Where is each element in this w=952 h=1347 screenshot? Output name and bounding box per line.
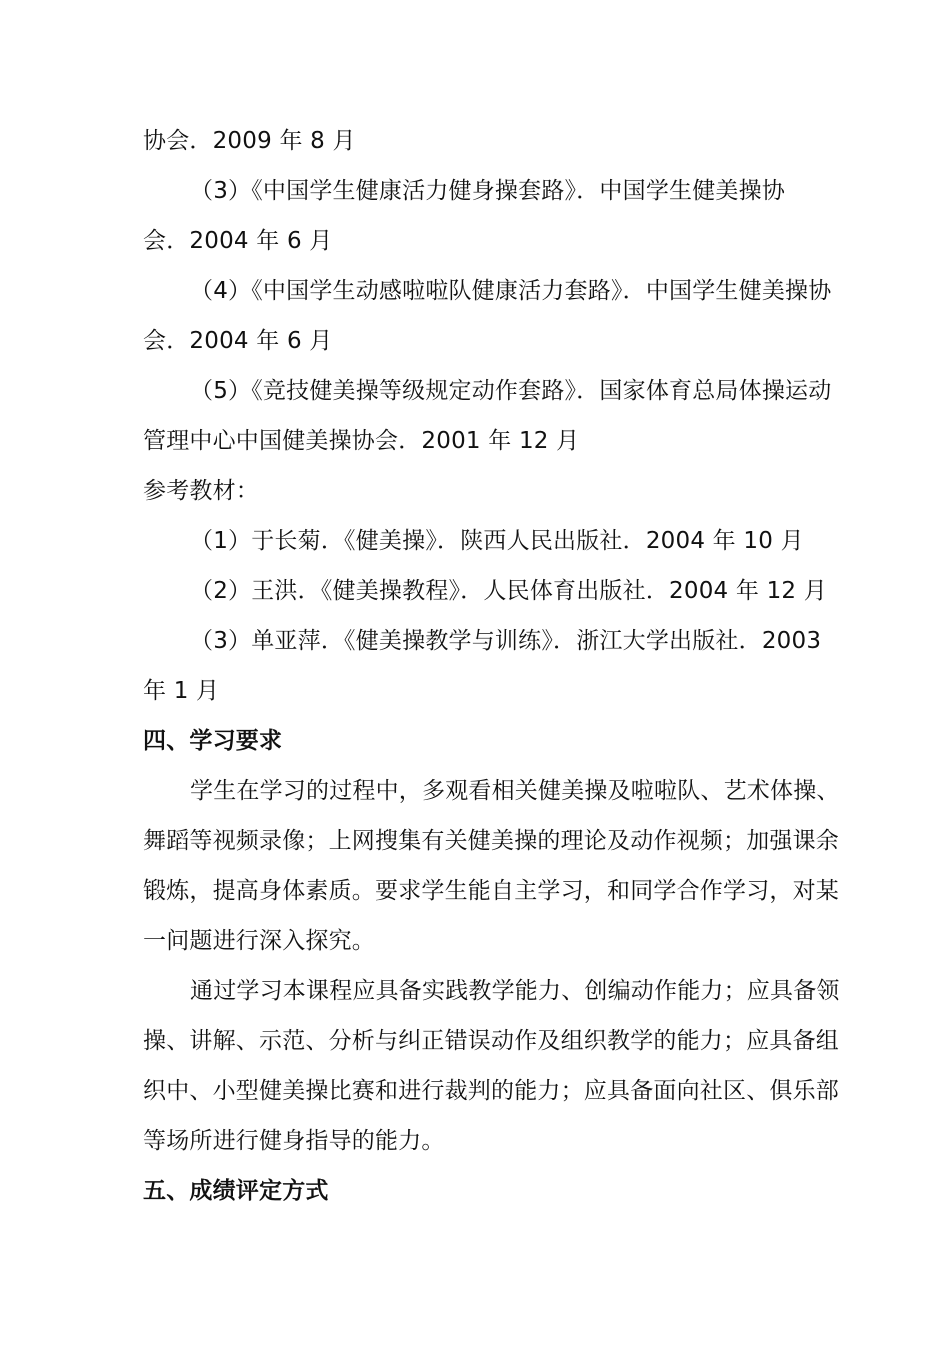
reference-4-line-2: 会．2004 年 6 月: [143, 328, 333, 354]
paragraph-1-line-3: 锻炼，提高身体素质。要求学生能自主学习，和同学合作学习，对某: [143, 878, 839, 904]
paragraph-1-line-2: 舞蹈等视频录像；上网搜集有关健美操的理论及动作视频；加强课余: [143, 828, 839, 854]
reference-2-continuation: 协会．2009 年 8 月: [143, 128, 356, 154]
paragraph-2-line-2: 操、讲解、示范、分析与纠正错误动作及组织教学的能力；应具备组: [143, 1028, 839, 1054]
reference-3-line-2: 会．2004 年 6 月: [143, 228, 333, 254]
reference-5-line-2: 管理中心中国健美操协会．2001 年 12 月: [143, 428, 580, 454]
textbook-2: （2）王洪．《健美操教程》．人民体育出版社．2004 年 12 月: [190, 578, 827, 604]
textbook-3-line-2: 年 1 月: [143, 678, 220, 704]
paragraph-2-line-1: 通过学习本课程应具备实践教学能力、创编动作能力；应具备领: [190, 978, 840, 1004]
reference-3-line-1: （3）《中国学生健康活力健身操套路》．中国学生健美操协: [190, 178, 786, 204]
textbook-1: （1）于长菊．《健美操》．陕西人民出版社．2004 年 10 月: [190, 528, 804, 554]
paragraph-1-line-4: 一问题进行深入探究。: [143, 928, 375, 954]
paragraph-2-line-3: 织中、小型健美操比赛和进行裁判的能力；应具备面向社区、俱乐部: [143, 1078, 839, 1104]
textbook-3-line-1: （3）单亚萍．《健美操教学与训练》．浙江大学出版社．2003: [190, 628, 822, 654]
reference-4-line-1: （4）《中国学生动感啦啦队健康活力套路》．中国学生健美操协: [190, 278, 832, 304]
paragraph-2-line-4: 等场所进行健身指导的能力。: [143, 1128, 445, 1154]
section-heading-learning-requirements: 四、学习要求: [143, 728, 283, 754]
textbooks-label: 参考教材：: [143, 478, 259, 504]
paragraph-1-line-1: 学生在学习的过程中，多观看相关健美操及啦啦队、艺术体操、: [190, 778, 840, 804]
section-heading-grading-method: 五、成绩评定方式: [143, 1178, 329, 1204]
reference-5-line-1: （5）《竞技健美操等级规定动作套路》．国家体育总局体操运动: [190, 378, 832, 404]
